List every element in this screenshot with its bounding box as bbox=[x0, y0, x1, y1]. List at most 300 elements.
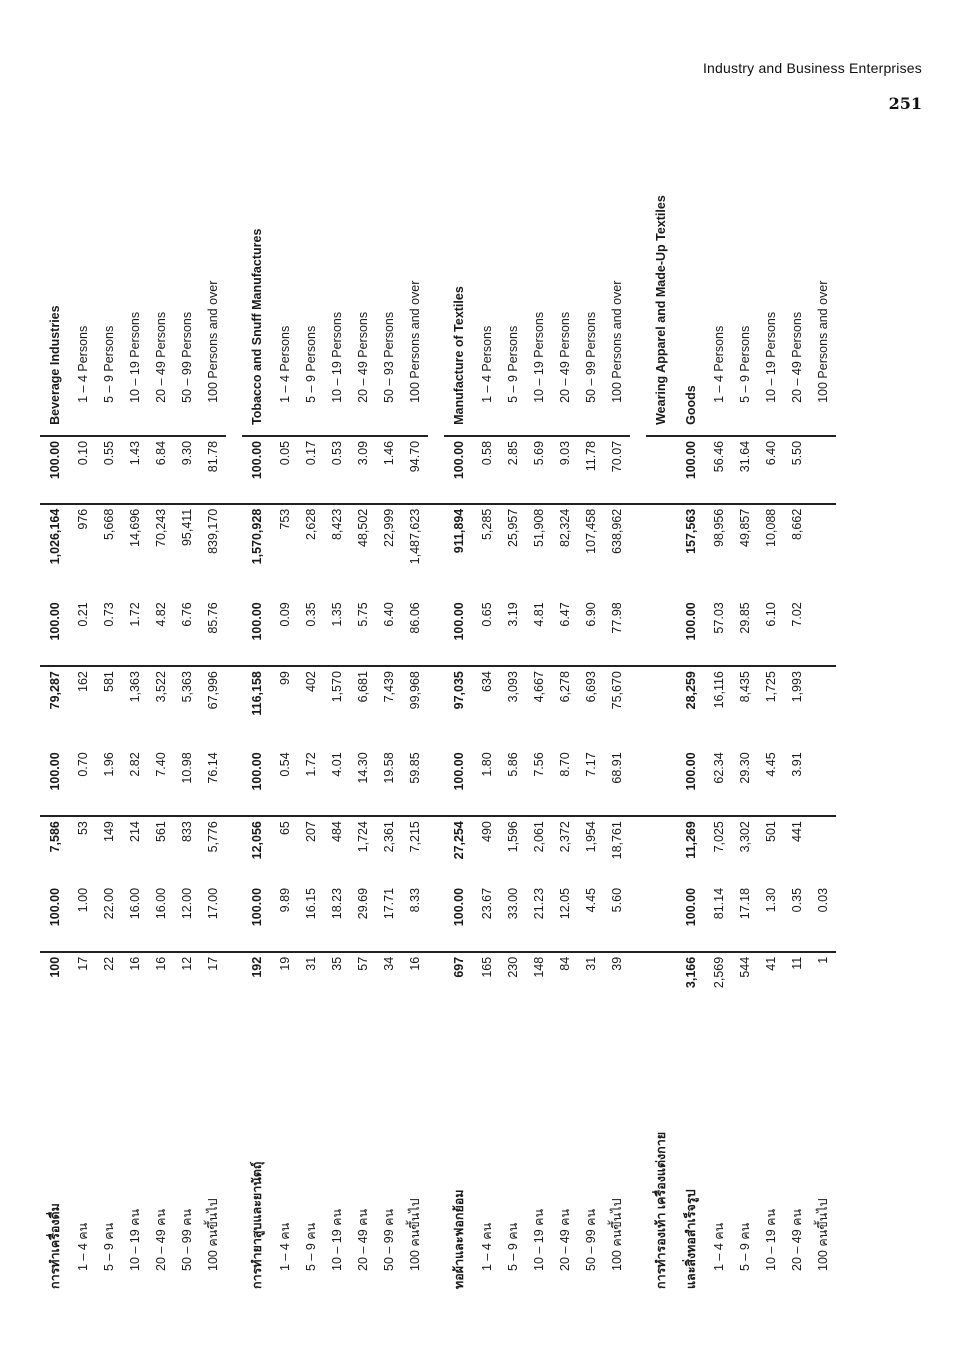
row-value: 0.73 bbox=[96, 598, 122, 666]
row-value: 3.91 bbox=[784, 748, 810, 816]
total-value: 100.00 bbox=[242, 598, 272, 666]
row-value: 6.40 bbox=[758, 436, 784, 504]
row-value: 1,725 bbox=[764, 671, 778, 703]
total-value: 100.00 bbox=[676, 748, 706, 816]
gap-cell bbox=[630, 952, 646, 1001]
row-value: 81.78 bbox=[200, 436, 226, 504]
row-value: 1,596 bbox=[506, 821, 520, 853]
table-row bbox=[604, 33, 630, 1293]
row-value: 0.35 bbox=[784, 884, 810, 952]
row-value: 10,088 bbox=[764, 508, 778, 547]
gap-cell bbox=[428, 1001, 444, 1293]
row-value: 753 bbox=[278, 508, 292, 530]
row-value: 9.30 bbox=[174, 436, 200, 504]
row-value: 402 bbox=[304, 671, 318, 692]
gap-cell bbox=[226, 1001, 242, 1293]
row-value: 5.50 bbox=[784, 436, 810, 504]
row-value: 4.45 bbox=[578, 884, 604, 952]
thai-row-label: 1 – 4 คน bbox=[278, 1222, 292, 1271]
table-row bbox=[376, 33, 402, 1293]
row-value: 84 bbox=[558, 956, 572, 971]
row-value: 1,487,623 bbox=[408, 508, 422, 565]
english-row-label: 10 – 19 Persons bbox=[758, 33, 784, 436]
total-value: 100.00 bbox=[444, 436, 474, 504]
row-value: 6,278 bbox=[558, 671, 572, 703]
industry-statistics-table bbox=[40, 33, 836, 1293]
total-value: 1,570,928 bbox=[250, 508, 264, 565]
row-value: 70,243 bbox=[154, 508, 168, 547]
total-value: 116,158 bbox=[250, 671, 264, 716]
gap-cell bbox=[428, 598, 444, 666]
row-value: 3.09 bbox=[350, 436, 376, 504]
gap-cell bbox=[630, 436, 646, 504]
row-value: 0.05 bbox=[272, 436, 298, 504]
total-value: 100.00 bbox=[40, 598, 70, 666]
row-value: 1.72 bbox=[298, 748, 324, 816]
row-value: 6.40 bbox=[376, 598, 402, 666]
english-row-label: 50 – 99 Persons bbox=[578, 33, 604, 436]
english-row-label: 20 – 49 Persons bbox=[148, 33, 174, 436]
row-value: 6.90 bbox=[578, 598, 604, 666]
group-gap bbox=[428, 33, 444, 1293]
english-row-label: 1 – 4 Persons bbox=[272, 33, 298, 436]
total-value: 192 bbox=[250, 956, 264, 978]
row-value: 10.98 bbox=[174, 748, 200, 816]
thai-row-label: 10 – 19 คน bbox=[330, 1208, 344, 1271]
thai-row-label: 50 – 99 คน bbox=[180, 1208, 194, 1271]
row-value: 12 bbox=[180, 956, 194, 971]
row-value: 19.58 bbox=[376, 748, 402, 816]
row-value: 4.81 bbox=[526, 598, 552, 666]
thai-row-label: 20 – 49 คน bbox=[356, 1208, 370, 1271]
english-row-label: 1 – 4 Persons bbox=[706, 33, 732, 436]
table-row bbox=[402, 33, 428, 1293]
row-value: 976 bbox=[76, 508, 90, 530]
english-row-label: 100 Persons and over bbox=[402, 33, 428, 436]
row-value: 0.17 bbox=[298, 436, 324, 504]
english-row-label: 100 Persons and over bbox=[810, 33, 836, 436]
row-value: 2,061 bbox=[532, 821, 546, 853]
row-value: 7,215 bbox=[408, 821, 422, 853]
english-group-label: Tobacco and Snuff Manufactures bbox=[242, 33, 272, 436]
row-value: 1.00 bbox=[70, 884, 96, 952]
total-value: 100.00 bbox=[40, 436, 70, 504]
gap-cell bbox=[630, 598, 646, 666]
gap-cell bbox=[428, 504, 444, 599]
row-value: 17.71 bbox=[376, 884, 402, 952]
total-value: 100.00 bbox=[676, 598, 706, 666]
total-value: 100 bbox=[48, 956, 62, 978]
row-value: 2.82 bbox=[122, 748, 148, 816]
row-value: 16,116 bbox=[712, 671, 726, 709]
row-value: 65 bbox=[278, 821, 292, 836]
thai-row-label: 5 – 9 คน bbox=[102, 1222, 116, 1271]
table-row bbox=[122, 33, 148, 1293]
gap-cell bbox=[428, 666, 444, 748]
english-row-label: 50 – 93 Persons bbox=[376, 33, 402, 436]
row-value: 14,696 bbox=[128, 508, 142, 547]
table-row bbox=[96, 33, 122, 1293]
row-value: 839,170 bbox=[206, 508, 220, 554]
thai-row-label: 100 คนขึ้นไป bbox=[610, 1198, 624, 1271]
table-row bbox=[758, 33, 784, 1293]
row-value: 16.00 bbox=[148, 884, 174, 952]
english-row-label: 20 – 49 Persons bbox=[784, 33, 810, 436]
table-row bbox=[200, 33, 226, 1293]
row-value: 1,993 bbox=[790, 671, 804, 703]
row-value: 8.70 bbox=[552, 748, 578, 816]
row-value: 41 bbox=[764, 956, 778, 971]
row-value: 0.70 bbox=[70, 748, 96, 816]
rotated-table-page bbox=[40, 33, 930, 1293]
thai-row-label: 50 – 99 คน bbox=[584, 1208, 598, 1271]
row-value: 19 bbox=[278, 956, 292, 971]
row-value: 214 bbox=[128, 821, 142, 842]
row-value: 0.03 bbox=[810, 884, 836, 952]
row-value: 6.10 bbox=[758, 598, 784, 666]
table-row bbox=[174, 33, 200, 1293]
table-row bbox=[298, 33, 324, 1293]
group-total-row bbox=[676, 33, 706, 1293]
english-row-label: 20 – 49 Persons bbox=[552, 33, 578, 436]
row-value: 107,458 bbox=[584, 508, 598, 554]
english-row-label: 100 Persons and over bbox=[604, 33, 630, 436]
total-value: 100.00 bbox=[242, 436, 272, 504]
row-value: 18.23 bbox=[324, 884, 350, 952]
english-row-label: 5 – 9 Persons bbox=[96, 33, 122, 436]
row-value: 70.07 bbox=[604, 436, 630, 504]
row-value: 2,372 bbox=[558, 821, 572, 853]
total-value: 100.00 bbox=[40, 748, 70, 816]
row-value: 0.65 bbox=[474, 598, 500, 666]
row-value: 7,439 bbox=[382, 671, 396, 703]
english-row-label: 5 – 9 Persons bbox=[732, 33, 758, 436]
english-group-label: Beverage Industries bbox=[40, 33, 70, 436]
table-row bbox=[784, 33, 810, 1293]
thai-row-label: 1 – 4 คน bbox=[712, 1222, 726, 1271]
row-value: 7.56 bbox=[526, 748, 552, 816]
gap-cell bbox=[630, 33, 646, 436]
gap-cell bbox=[428, 816, 444, 884]
row-value: 35 bbox=[330, 956, 344, 971]
row-value: 5.60 bbox=[604, 884, 630, 952]
row-value: 67,996 bbox=[206, 671, 220, 710]
thai-row-label: 1 – 4 คน bbox=[480, 1222, 494, 1271]
english-row-label: 5 – 9 Persons bbox=[298, 33, 324, 436]
row-value: 3,302 bbox=[738, 821, 752, 853]
row-value bbox=[810, 598, 836, 666]
row-value: 2.85 bbox=[500, 436, 526, 504]
empty-cell bbox=[646, 436, 676, 504]
total-value: 697 bbox=[452, 956, 466, 978]
row-value: 7.40 bbox=[148, 748, 174, 816]
thai-row-label: 10 – 19 คน bbox=[532, 1208, 546, 1271]
gap-cell bbox=[226, 504, 242, 599]
row-value: 1.80 bbox=[474, 748, 500, 816]
group-gap bbox=[630, 33, 646, 1293]
row-value: 9.89 bbox=[272, 884, 298, 952]
total-value: 27,254 bbox=[452, 821, 466, 860]
row-value: 7.17 bbox=[578, 748, 604, 816]
thai-row-label: 100 คนขึ้นไป bbox=[206, 1198, 220, 1271]
row-value: 1.96 bbox=[96, 748, 122, 816]
page-number: 251 bbox=[888, 94, 922, 113]
table-row bbox=[732, 33, 758, 1293]
row-value: 16 bbox=[408, 956, 422, 971]
row-value: 5,285 bbox=[480, 508, 494, 541]
row-value: 86.06 bbox=[402, 598, 428, 666]
row-value: 501 bbox=[764, 821, 778, 842]
row-value: 149 bbox=[102, 821, 116, 842]
row-value: 0.53 bbox=[324, 436, 350, 504]
row-value: 1,724 bbox=[356, 821, 370, 853]
row-value: 1.43 bbox=[122, 436, 148, 504]
gap-cell bbox=[226, 748, 242, 816]
thai-row-label: 100 คนขึ้นไป bbox=[816, 1198, 830, 1271]
row-value: 6.84 bbox=[148, 436, 174, 504]
empty-cell bbox=[646, 816, 676, 884]
row-value: 17 bbox=[206, 956, 220, 971]
row-value: 95,411 bbox=[180, 508, 194, 547]
row-value: 2,628 bbox=[304, 508, 318, 541]
row-value: 75,670 bbox=[610, 671, 624, 710]
row-value: 3.19 bbox=[500, 598, 526, 666]
empty-cell bbox=[646, 598, 676, 666]
row-value: 57.03 bbox=[706, 598, 732, 666]
total-value: 79,287 bbox=[48, 671, 62, 710]
row-value: 5.86 bbox=[500, 748, 526, 816]
row-value: 1.30 bbox=[758, 884, 784, 952]
row-value: 1.46 bbox=[376, 436, 402, 504]
thai-row-label: 10 – 19 คน bbox=[128, 1208, 142, 1271]
row-value: 76.14 bbox=[200, 748, 226, 816]
row-value: 8,435 bbox=[738, 671, 752, 703]
english-group-label: Manufacture of Textiles bbox=[444, 33, 474, 436]
total-value: 28,259 bbox=[684, 671, 698, 710]
row-value: 165 bbox=[480, 956, 494, 978]
row-value: 6.47 bbox=[552, 598, 578, 666]
row-value: 162 bbox=[76, 671, 90, 692]
row-value: 5.75 bbox=[350, 598, 376, 666]
gap-cell bbox=[226, 598, 242, 666]
english-row-label: 10 – 19 Persons bbox=[324, 33, 350, 436]
row-value: 1.35 bbox=[324, 598, 350, 666]
row-value: 0.21 bbox=[70, 598, 96, 666]
row-value: 98,956 bbox=[712, 508, 726, 547]
row-value: 2,569 bbox=[712, 956, 726, 989]
row-value: 8,423 bbox=[330, 508, 344, 541]
row-value: 8,662 bbox=[790, 508, 804, 541]
gap-cell bbox=[428, 436, 444, 504]
row-value: 5,363 bbox=[180, 671, 194, 703]
row-value: 5.69 bbox=[526, 436, 552, 504]
row-value: 0.09 bbox=[272, 598, 298, 666]
row-value: 581 bbox=[102, 671, 116, 692]
row-value: 16 bbox=[128, 956, 142, 971]
thai-row-label: 20 – 49 คน bbox=[790, 1208, 804, 1271]
total-value: 7,586 bbox=[48, 821, 62, 853]
row-value: 11.78 bbox=[578, 436, 604, 504]
row-value bbox=[810, 748, 836, 816]
row-value: 0.55 bbox=[96, 436, 122, 504]
total-value: 97,035 bbox=[452, 671, 466, 710]
row-value: 3,522 bbox=[154, 671, 168, 703]
row-value: 148 bbox=[532, 956, 546, 978]
row-value: 2,361 bbox=[382, 821, 396, 853]
row-value: 17.00 bbox=[200, 884, 226, 952]
row-value: 39 bbox=[610, 956, 624, 971]
english-row-label: 1 – 4 Persons bbox=[70, 33, 96, 436]
total-value: 911,894 bbox=[452, 508, 466, 554]
thai-group-label: และสิ่งทอสำเร็จรูป bbox=[684, 1189, 698, 1289]
row-value: 49,857 bbox=[738, 508, 752, 547]
english-group-label: Wearing Apparel and Made-Up Textiles bbox=[646, 33, 676, 436]
group-title-row bbox=[646, 33, 676, 1293]
row-value: 99,968 bbox=[408, 671, 422, 710]
row-value: 94.70 bbox=[402, 436, 428, 504]
row-value: 1 bbox=[816, 956, 830, 964]
row-value: 544 bbox=[738, 956, 752, 978]
total-value: 100.00 bbox=[444, 884, 474, 952]
row-value: 638,962 bbox=[610, 508, 624, 554]
total-value: 100.00 bbox=[676, 884, 706, 952]
gap-cell bbox=[630, 748, 646, 816]
thai-row-label: 5 – 9 คน bbox=[304, 1222, 318, 1271]
row-value: 7.02 bbox=[784, 598, 810, 666]
thai-row-label: 1 – 4 คน bbox=[76, 1222, 90, 1271]
row-value: 21.23 bbox=[526, 884, 552, 952]
english-row-label: 20 – 49 Persons bbox=[350, 33, 376, 436]
total-value: 100.00 bbox=[40, 884, 70, 952]
row-value: 22.00 bbox=[96, 884, 122, 952]
total-value: 100.00 bbox=[444, 748, 474, 816]
gap-cell bbox=[226, 436, 242, 504]
group-total-row bbox=[242, 33, 272, 1293]
row-value: 7,025 bbox=[712, 821, 726, 853]
gap-cell bbox=[226, 33, 242, 436]
gap-cell bbox=[630, 884, 646, 952]
table-row bbox=[810, 33, 836, 1293]
thai-row-label: 50 – 99 คน bbox=[382, 1208, 396, 1271]
thai-row-label: 100 คนขึ้นไป bbox=[408, 1198, 422, 1271]
row-value: 484 bbox=[330, 821, 344, 842]
row-value: 33.00 bbox=[500, 884, 526, 952]
table-row bbox=[552, 33, 578, 1293]
table-row bbox=[578, 33, 604, 1293]
row-value: 4.45 bbox=[758, 748, 784, 816]
row-value bbox=[810, 816, 836, 884]
table-body bbox=[40, 33, 836, 1293]
row-value: 29.30 bbox=[732, 748, 758, 816]
row-value: 82,324 bbox=[558, 508, 572, 547]
total-value: 100.00 bbox=[676, 436, 706, 504]
running-title: Industry and Business Enterprises bbox=[702, 60, 922, 76]
row-value: 17 bbox=[76, 956, 90, 971]
empty-cell bbox=[646, 884, 676, 952]
row-value: 12.05 bbox=[552, 884, 578, 952]
gap-cell bbox=[428, 748, 444, 816]
row-value: 53 bbox=[76, 821, 90, 836]
thai-row-label: 5 – 9 คน bbox=[506, 1222, 520, 1271]
row-value: 59.85 bbox=[402, 748, 428, 816]
row-value: 833 bbox=[180, 821, 194, 842]
english-row-label: 10 – 19 Persons bbox=[526, 33, 552, 436]
table-row bbox=[70, 33, 96, 1293]
english-group-label: Goods bbox=[676, 33, 706, 436]
row-value: 48,502 bbox=[356, 508, 370, 547]
row-value: 81.14 bbox=[706, 884, 732, 952]
english-row-label: 1 – 4 Persons bbox=[474, 33, 500, 436]
empty-cell bbox=[646, 666, 676, 748]
empty-cell bbox=[646, 952, 676, 1001]
gap-cell bbox=[226, 884, 242, 952]
row-value: 5,668 bbox=[102, 508, 116, 541]
gap-cell bbox=[428, 884, 444, 952]
total-value: 100.00 bbox=[242, 884, 272, 952]
gap-cell bbox=[226, 666, 242, 748]
total-value: 3,166 bbox=[684, 956, 698, 989]
row-value: 68.91 bbox=[604, 748, 630, 816]
total-value: 100.00 bbox=[444, 598, 474, 666]
gap-cell bbox=[226, 952, 242, 1001]
row-value: 0.35 bbox=[298, 598, 324, 666]
thai-row-label: 20 – 49 คน bbox=[154, 1208, 168, 1271]
gap-cell bbox=[630, 816, 646, 884]
thai-group-label: การทำเครื่องดื่ม bbox=[48, 1203, 62, 1289]
row-value: 22,999 bbox=[382, 508, 396, 547]
row-value: 99 bbox=[278, 671, 292, 686]
row-value: 29.69 bbox=[350, 884, 376, 952]
row-value: 0.58 bbox=[474, 436, 500, 504]
row-value: 11 bbox=[790, 956, 804, 970]
row-value bbox=[810, 436, 836, 504]
row-value: 441 bbox=[790, 821, 804, 842]
total-value: 100.00 bbox=[242, 748, 272, 816]
row-value: 23.67 bbox=[474, 884, 500, 952]
total-value: 157,563 bbox=[684, 508, 698, 554]
row-value: 1,570 bbox=[330, 671, 344, 703]
row-value: 4.82 bbox=[148, 598, 174, 666]
row-value: 56.46 bbox=[706, 436, 732, 504]
thai-group-label: ทอผ้าและฟอกย้อม bbox=[452, 1189, 466, 1289]
gap-cell bbox=[630, 1001, 646, 1293]
english-row-label: 100 Persons and over bbox=[200, 33, 226, 436]
total-value: 12,056 bbox=[250, 821, 264, 860]
english-row-label: 10 – 19 Persons bbox=[122, 33, 148, 436]
row-value: 4,667 bbox=[532, 671, 546, 703]
thai-row-label: 5 – 9 คน bbox=[738, 1222, 752, 1271]
row-value: 8.33 bbox=[402, 884, 428, 952]
thai-group-label: การทำรองเท้า เครื่องแต่งกาย bbox=[654, 1131, 668, 1289]
row-value: 16.15 bbox=[298, 884, 324, 952]
row-value: 29.85 bbox=[732, 598, 758, 666]
row-value: 16.00 bbox=[122, 884, 148, 952]
row-value: 18,761 bbox=[610, 821, 624, 860]
row-value: 22 bbox=[102, 956, 116, 971]
row-value: 51,908 bbox=[532, 508, 546, 547]
group-total-row bbox=[40, 33, 70, 1293]
row-value: 85.76 bbox=[200, 598, 226, 666]
row-value: 62.34 bbox=[706, 748, 732, 816]
row-value: 6,693 bbox=[584, 671, 598, 703]
row-value: 17.18 bbox=[732, 884, 758, 952]
row-value: 1.72 bbox=[122, 598, 148, 666]
english-row-label: 50 – 99 Persons bbox=[174, 33, 200, 436]
total-value: 11,269 bbox=[684, 821, 698, 859]
row-value bbox=[810, 666, 836, 748]
gap-cell bbox=[428, 952, 444, 1001]
table-row bbox=[350, 33, 376, 1293]
